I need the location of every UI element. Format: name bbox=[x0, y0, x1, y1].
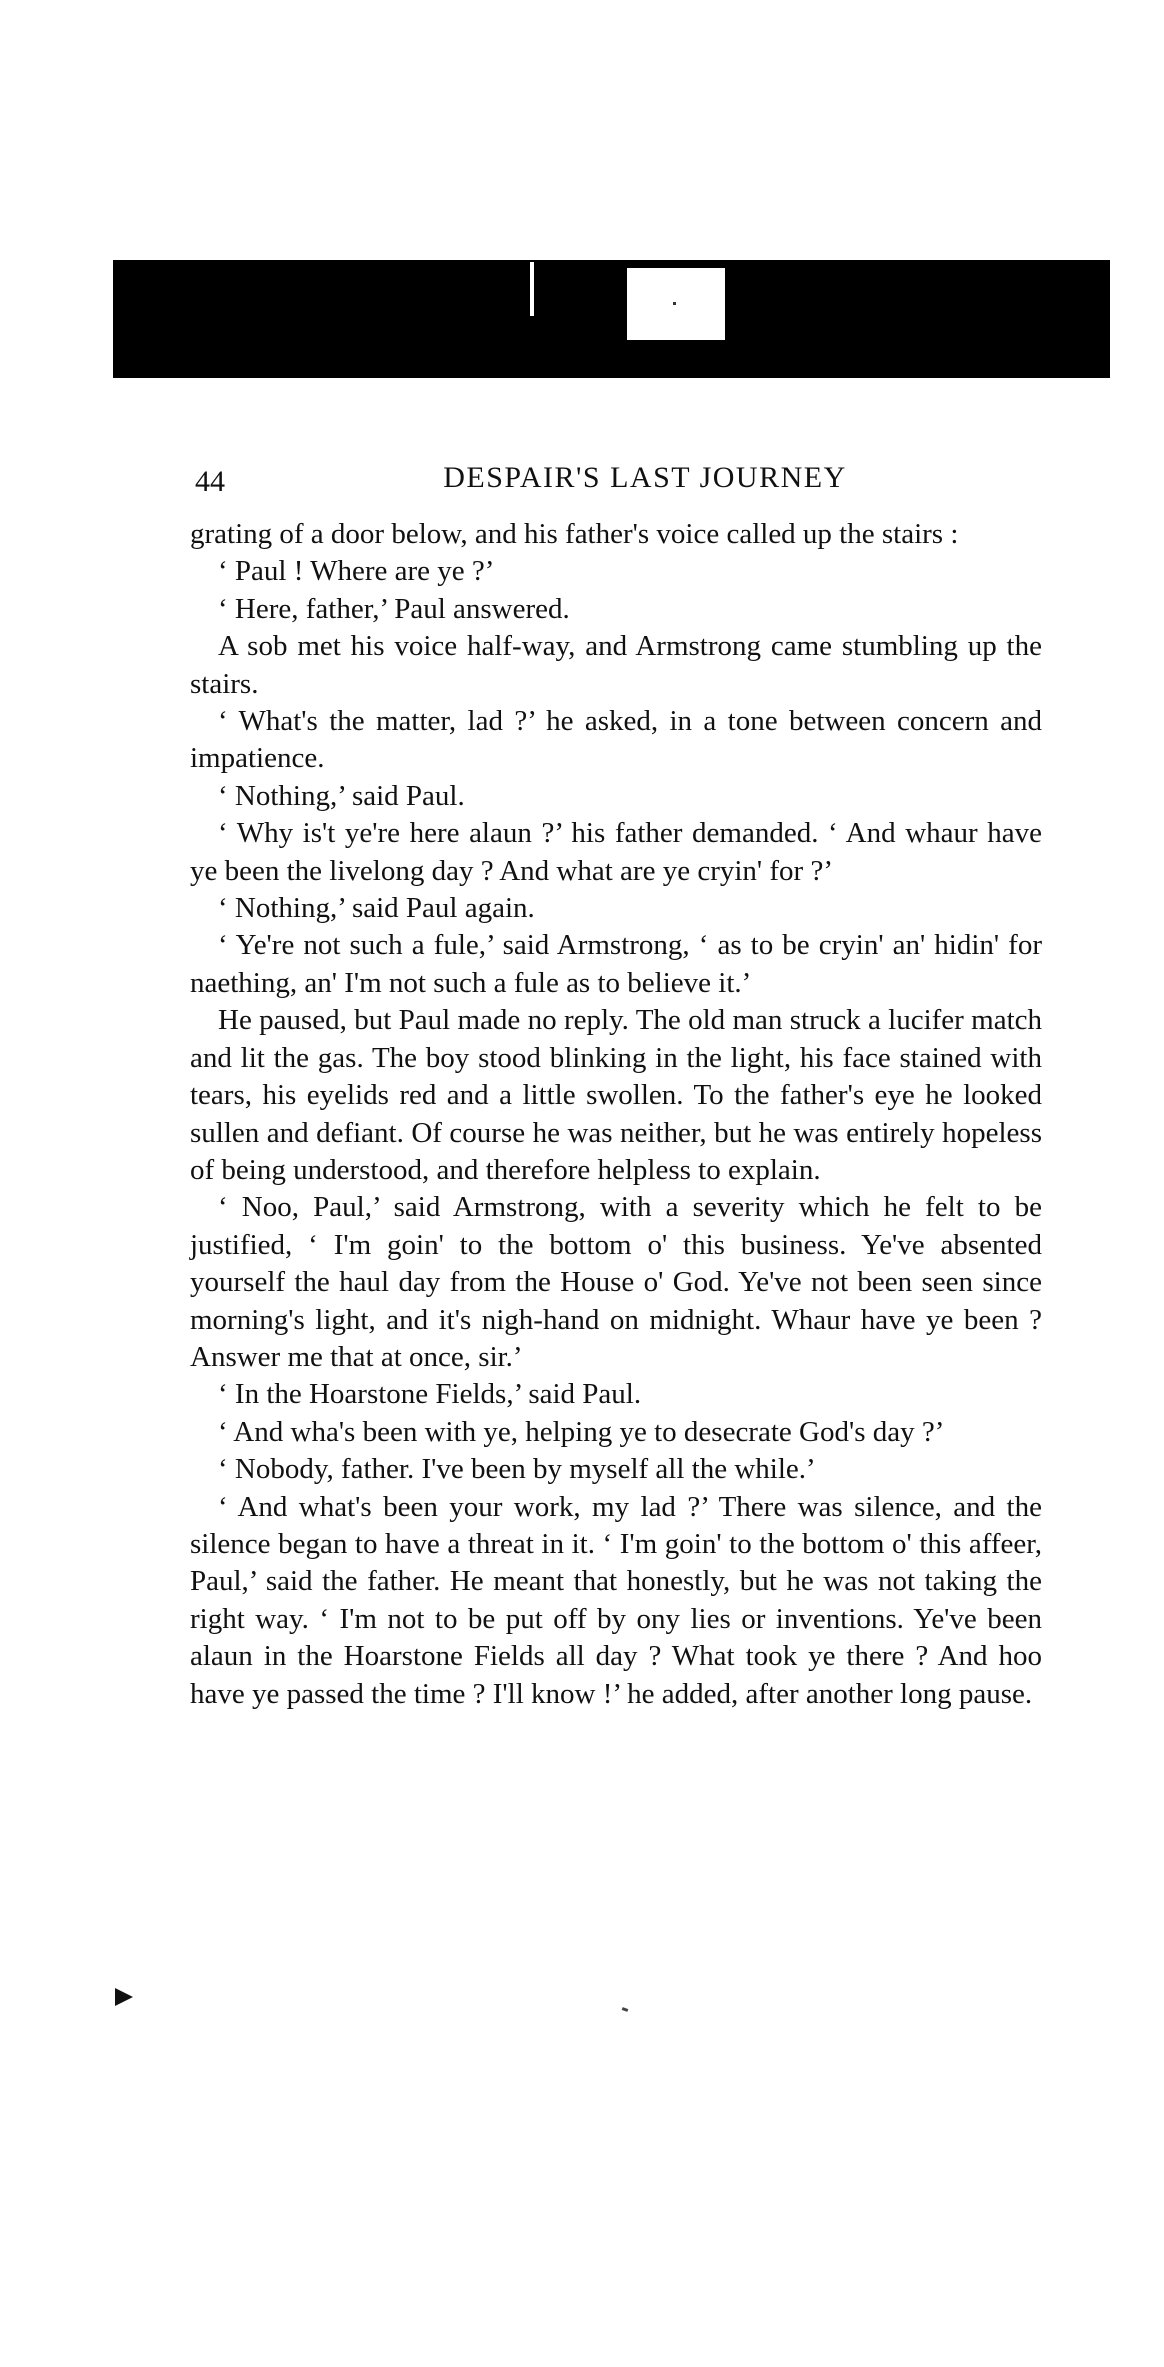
scan-white-patch bbox=[627, 268, 725, 340]
running-title: DESPAIR'S LAST JOURNEY bbox=[443, 461, 847, 494]
paragraph: ‘ Noo, Paul,’ said Armstrong, with a severity which he felt to be justified, ‘ I'm goin' to the bottom o' this business. Ye've absented yourself the haul day from the House o' God. Ye've not been seen since morning's light, and it's nigh-hand on midnight. Whaur have ye been ? Answer me that at once, sir.’ bbox=[190, 1191, 1042, 1373]
paragraph: ‘ And wha's been with ye, helping ye to desecrate God's day ?’ bbox=[218, 1415, 945, 1448]
scan-black-band bbox=[113, 260, 1110, 378]
paragraph: ‘ In the Hoarstone Fields,’ said Paul. bbox=[218, 1378, 642, 1411]
paragraph: ‘ Here, father,’ Paul answered. bbox=[218, 592, 570, 625]
paragraph: ‘ Why is't ye're here alaun ?’ his father demanded. ‘ And whaur have ye been the livelong day ? And what are ye cryin' for ?’ bbox=[190, 817, 1042, 887]
paragraph: ‘ What's the matter, lad ?’ he asked, in a tone between concern and impatience. bbox=[190, 705, 1042, 775]
page-number: 44 bbox=[195, 465, 225, 498]
page-body bbox=[190, 516, 1042, 1713]
scan-speck bbox=[622, 2007, 629, 2012]
paragraph: A sob met his voice half-way, and Armstrong came stumbling up the stairs. bbox=[190, 630, 1042, 700]
paragraph: ‘ Ye're not such a fule,’ said Armstrong, ‘ as to be cryin' an' hidin' for naething, an' I'm not such a fule as to believe it.’ bbox=[190, 929, 1042, 999]
running-head bbox=[195, 458, 1035, 498]
paragraph: ‘ Nobody, father. I've been by myself all the while.’ bbox=[218, 1453, 816, 1486]
paragraph: ‘ Paul ! Where are ye ?’ bbox=[218, 555, 495, 588]
paragraph: He paused, but Paul made no reply. The old man struck a lucifer match and lit the gas. The boy stood blinking in the light, his face stained with tears, his eyelids red and a little swollen. To the father's eye he looked sullen and defiant. Of course he was neither, but he was entirely hopeless of being understood, and therefore helpless to explain. bbox=[190, 1004, 1042, 1186]
margin-arrow-icon bbox=[115, 1988, 133, 2006]
scan-speck bbox=[673, 302, 676, 305]
paragraph: ‘ Nothing,’ said Paul. bbox=[218, 779, 465, 812]
paragraph: grating of a door below, and his father's voice called up the stairs : bbox=[190, 518, 959, 550]
paragraph: ‘ Nothing,’ said Paul again. bbox=[218, 892, 535, 925]
paragraph: ‘ And what's been your work, my lad ?’ There was silence, and the silence began to have a threat in it. ‘ I'm goin' to the bottom o' this affeer, Paul,’ said the father. He meant that honestly, but he was not taking the right way. ‘ I'm not to be put off by ony lies or inventions. Ye've been alaun in the Hoarstone Fields all day ? What took ye there ? And hoo have ye passed the time ? I'll know !’ he added, after another long pause. bbox=[190, 1490, 1042, 1710]
scan-notch bbox=[530, 262, 534, 316]
